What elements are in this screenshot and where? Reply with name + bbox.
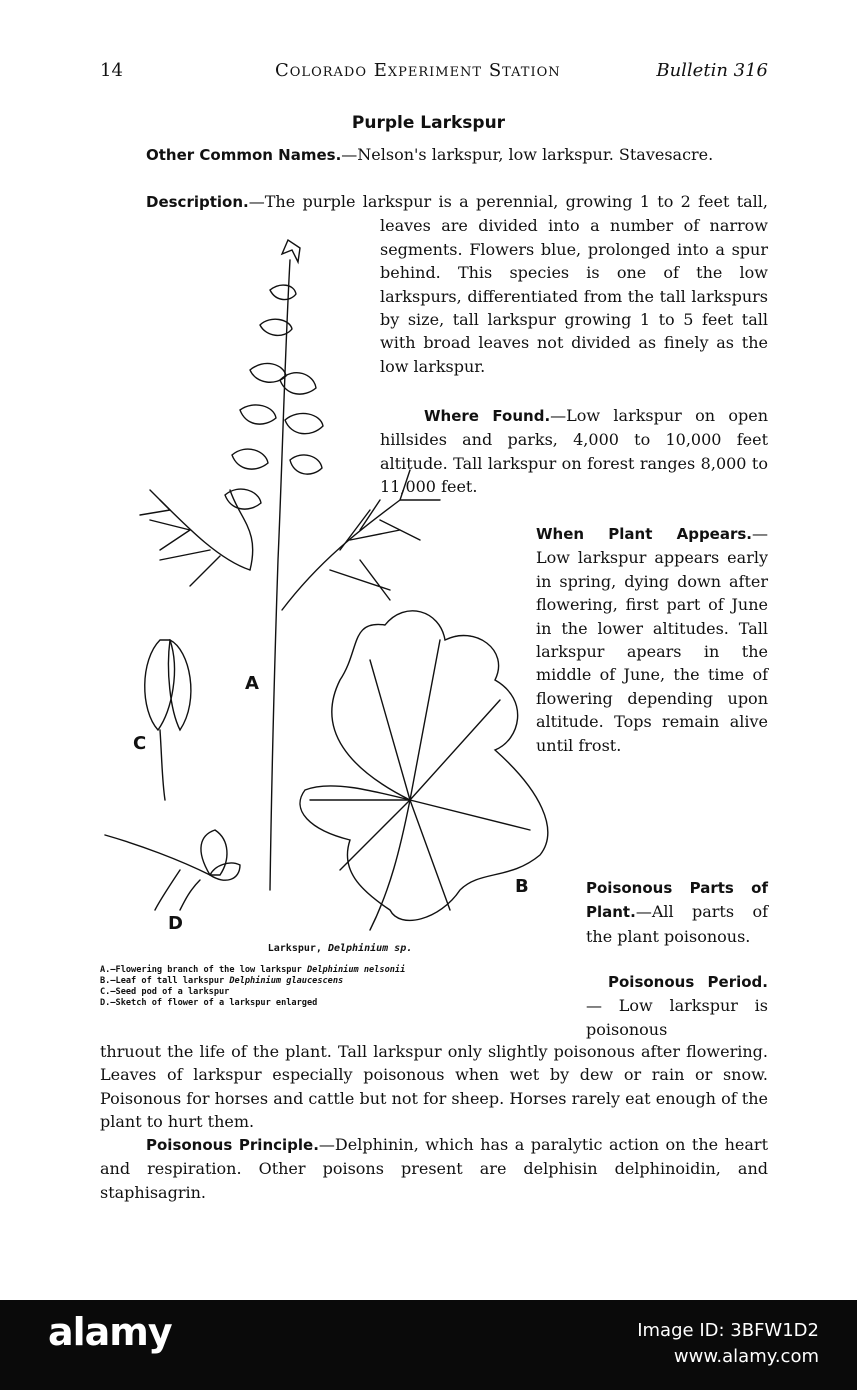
figure-caption bbox=[100, 943, 580, 954]
watermark-logo: alamy bbox=[48, 1310, 172, 1354]
poisonous-period-text-narrow: — Low larkspur is poisonous bbox=[586, 996, 768, 1039]
poisonous-parts-text: —All parts of the plant poisonous. bbox=[586, 902, 768, 946]
low-larkspur-leaf-left bbox=[140, 490, 253, 586]
figure-label-a: A bbox=[245, 673, 259, 694]
when-appears-text: — Low larkspur appears early in spring, dying down after flowering, first part of June in the lower altitudes. Tall larkspur apears in the middle of June, the time of flowering depending upon altitude. Tops remain alive until frost. bbox=[536, 524, 768, 755]
seed-pod bbox=[145, 640, 191, 800]
larkspur-illustration bbox=[100, 230, 580, 950]
tall-larkspur-leaf bbox=[300, 611, 548, 930]
page-number: 14 bbox=[100, 60, 123, 81]
watermark-id bbox=[637, 1318, 819, 1370]
where-found-text: —Low larkspur on open hillsides and parks, 4,000 to 10,000 feet altitude. Tall larkspur on forest ranges 8,000 to 11,000 feet. bbox=[380, 406, 769, 497]
poisonous-principle-heading: Poisonous Principle. bbox=[146, 1136, 319, 1154]
where-found-heading: Where Found. bbox=[424, 407, 551, 425]
watermark-image-id: Image ID: 3BFW1D2 bbox=[637, 1320, 819, 1341]
legend-item: B.—Leaf of tall larkspur Delphinium glaucescens bbox=[100, 976, 344, 986]
watermark-site: www.alamy.com bbox=[673, 1346, 819, 1367]
figure-legend bbox=[100, 965, 580, 1009]
poisonous-parts-paragraph bbox=[586, 876, 768, 948]
when-appears-heading: When Plant Appears. bbox=[536, 525, 752, 543]
page-title: Purple Larkspur bbox=[351, 113, 506, 133]
poisonous-period-paragraph bbox=[586, 970, 768, 1041]
station-name: Colorado Experiment Station bbox=[275, 60, 561, 81]
bulletin-number: Bulletin 316 bbox=[656, 60, 768, 81]
legend-item: D.—Sketch of flower of a larkspur enlarged bbox=[100, 998, 318, 1008]
legend-item: A.—Flowering branch of the low larkspur Delphinium nelsonii bbox=[100, 965, 406, 975]
legend-item: C.—Seed pod of a larkspur bbox=[100, 987, 230, 997]
figure-caption-species: Delphinium sp. bbox=[327, 943, 413, 954]
running-header bbox=[100, 60, 768, 90]
low-larkspur-leaf-right bbox=[282, 470, 440, 610]
other-names-text: —Nelson's larkspur, low larkspur. Stavesacre. bbox=[341, 145, 714, 164]
poisonous-period-heading: Poisonous Period. bbox=[608, 973, 768, 991]
poisonous-period-continuation: thruout the life of the plant. Tall larkspur only slightly poisonous after flowering. Leaves of larkspur especially poisonous when wet by dew or rain or snow. Poisonous for horses and cattle but not for sheep. Horses rarely eat enough of the plant to hurt them. bbox=[100, 1042, 768, 1132]
poisonous-principle-paragraph bbox=[100, 1133, 768, 1204]
other-names-heading: Other Common Names. bbox=[146, 146, 342, 164]
poisonous-parts-heading: Poisonous Parts of Plant. bbox=[586, 879, 768, 922]
flower-spike bbox=[225, 240, 323, 509]
other-names-paragraph bbox=[100, 143, 768, 167]
figure-label-b: B bbox=[515, 876, 529, 897]
description-text: —The purple larkspur is a perennial, growing 1 to 2 feet tall, leaves are divided into a number of narrow segments. Flowers blue, prolonged into a spur behind. This species is one of the low larkspurs, differentiated from the tall larkspurs by size, tall larkspur growing 1 to 5 feet tall with broad leaves not divided as finely as the low larkspur. bbox=[248, 192, 768, 376]
poisonous-principle-text: —Delphinin, which has a paralytic action on the heart and respiration. Other poisons present are delphisin delphinoidin, and staphisagrin. bbox=[100, 1135, 768, 1202]
enlarged-flower bbox=[105, 830, 240, 910]
flowering-stem bbox=[270, 260, 290, 890]
description-heading: Description. bbox=[146, 193, 249, 211]
figure-label-d: D bbox=[168, 913, 183, 934]
larkspur-drawing bbox=[100, 230, 580, 950]
figure-caption-prefix: Larkspur, bbox=[267, 943, 322, 954]
figure-label-c: C bbox=[133, 733, 147, 754]
